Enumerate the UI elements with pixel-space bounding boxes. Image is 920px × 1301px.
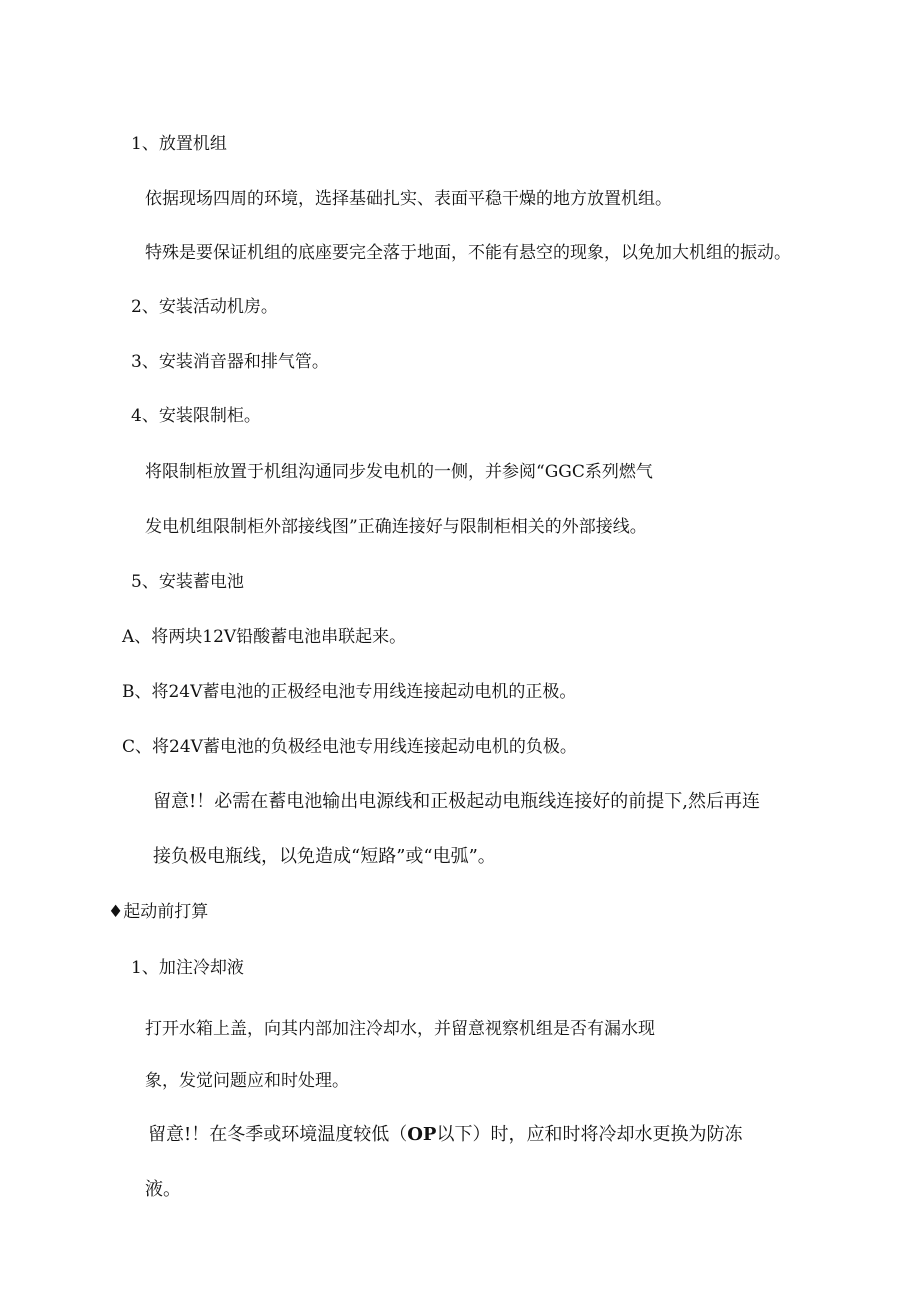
paragraph-cabinet-line1: 将限制柜放置于机组沟通同步发电机的一侧，并参阅“GGC系列燃气: [145, 462, 653, 482]
paragraph-base-requirement: 特殊是要保证机组的底座要完全落于地面，不能有悬空的现象，以免加大机组的振动。: [145, 243, 791, 263]
list-item-a: A、将两块12V铅酸蓄电池串联起来。: [122, 627, 407, 647]
note-battery-line1: 留意!！必需在蓄电池输出电源线和正极起动电瓶线连接好的前提下,然后再连: [153, 791, 760, 812]
heading-install-battery: 5、安装蓄电池: [131, 572, 244, 592]
heading-add-coolant: 1、加注冷却液: [131, 958, 244, 978]
list-item-b: B、将24V蓄电池的正极经电池专用线连接起动电机的正极。: [122, 682, 577, 702]
paragraph-coolant-line1: 打开水箱上盖，向其内部加注冷却水，并留意视察机组是否有漏水现: [145, 1019, 655, 1039]
note-antifreeze-line2: 液。: [145, 1179, 181, 1200]
heading-install-muffler: 3、安装消音器和排气管。: [131, 352, 329, 372]
list-item-c: C、将24V蓄电池的负极经电池专用线连接起动电机的负极。: [122, 737, 577, 757]
note-antifreeze-suffix: 以下）时，应和时将冷却水更换为防冻: [436, 1124, 743, 1145]
heading-install-room: 2、安装活动机房。: [131, 297, 278, 317]
heading-place-unit: 1、放置机组: [131, 134, 227, 154]
heading-install-cabinet: 4、安装限制柜。: [131, 406, 261, 426]
note-antifreeze-prefix: 留意!！在冬季或环境温度较低（: [148, 1124, 408, 1145]
paragraph-coolant-line2: 象，发觉问题应和时处理。: [145, 1071, 349, 1091]
paragraph-cabinet-line2: 发电机组限制柜外部接线图”正确连接好与限制柜相关的外部接线。: [145, 517, 647, 537]
note-antifreeze-line1: [148, 1125, 742, 1145]
section-heading-pre-start: ♦起动前打算: [108, 902, 209, 922]
note-battery-line2: 接负极电瓶线，以免造成“短路”或“电弧”。: [153, 846, 496, 867]
paragraph-environment: 依据现场四周的环境，选择基础扎实、表面平稳干燥的地方放置机组。: [145, 189, 672, 209]
note-antifreeze-temp: OP: [407, 1124, 437, 1145]
